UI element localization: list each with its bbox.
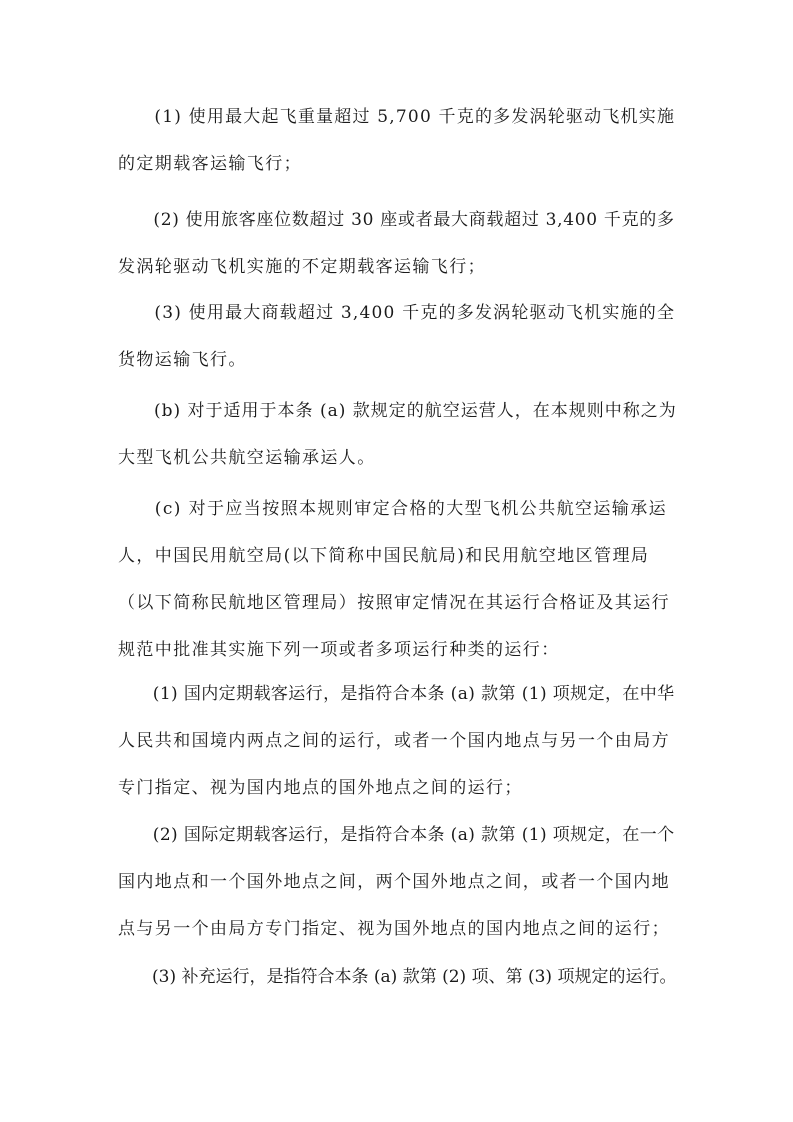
paragraph-line: (2) 国际定期载客运行，是指符合本条 (a) 款第 (1) 项规定，在一个 [118, 825, 675, 845]
paragraph-line: (1) 使用最大起飞重量超过 5,700 千克的多发涡轮驱动飞机实施 [118, 107, 676, 127]
paragraph-line: 发涡轮驱动飞机实施的不定期载客运输飞行； [118, 257, 486, 277]
paragraph-line: 人民共和国境内两点之间的运行，或者一个国内地点与另一个由局方 [118, 731, 670, 751]
paragraph-a1 [118, 94, 678, 188]
paragraph-line: 人，中国民用航空局(以下简称中国民航局)和民用航空地区管理局 [118, 546, 650, 566]
paragraph-c1 [118, 671, 678, 812]
paragraph-b [118, 388, 678, 482]
paragraph-line: (2) 使用旅客座位数超过 30 座或者最大商载超过 3,400 千克的多 [118, 210, 675, 230]
paragraph-line: 国内地点和一个国外地点之间，两个国外地点之间，或者一个国内地 [118, 872, 670, 892]
paragraph-line: 货物运输飞行。 [118, 350, 247, 370]
paragraph-c3 [118, 954, 678, 1001]
paragraph-c [118, 486, 678, 674]
paragraph-line: (3) 补充运行，是指符合本条 (a) 款第 (2) 项、第 (3) 项规定的运行。 [118, 967, 677, 987]
paragraph-line: (b) 对于适用于本条 (a) 款规定的航空运营人，在本规则中称之为 [118, 401, 677, 421]
paragraph-line: (3) 使用最大商载超过 3,400 千克的多发涡轮驱动飞机实施的全 [118, 303, 676, 323]
paragraph-line: (1) 国内定期载客运行，是指符合本条 (a) 款第 (1) 项规定，在中华 [118, 684, 675, 704]
paragraph-line: （以下简称民航地区管理局）按照审定情况在其运行合格证及其运行 [118, 593, 670, 613]
paragraph-a2 [118, 197, 678, 291]
paragraph-c2 [118, 812, 678, 953]
paragraph-line: (c) 对于应当按照本规则审定合格的大型飞机公共航空运输承运 [118, 499, 667, 519]
paragraph-a3 [118, 290, 678, 384]
paragraph-line: 专门指定、视为国内地点的国外地点之间的运行； [118, 778, 523, 798]
paragraph-line: 点与另一个由局方专门指定、视为国外地点的国内地点之间的运行； [118, 919, 670, 939]
paragraph-line: 的定期载客运输飞行； [118, 154, 302, 174]
paragraph-line: 规范中批准其实施下列一项或者多项运行种类的运行： [118, 640, 560, 660]
paragraph-line: 大型飞机公共航空运输承运人。 [118, 448, 376, 468]
